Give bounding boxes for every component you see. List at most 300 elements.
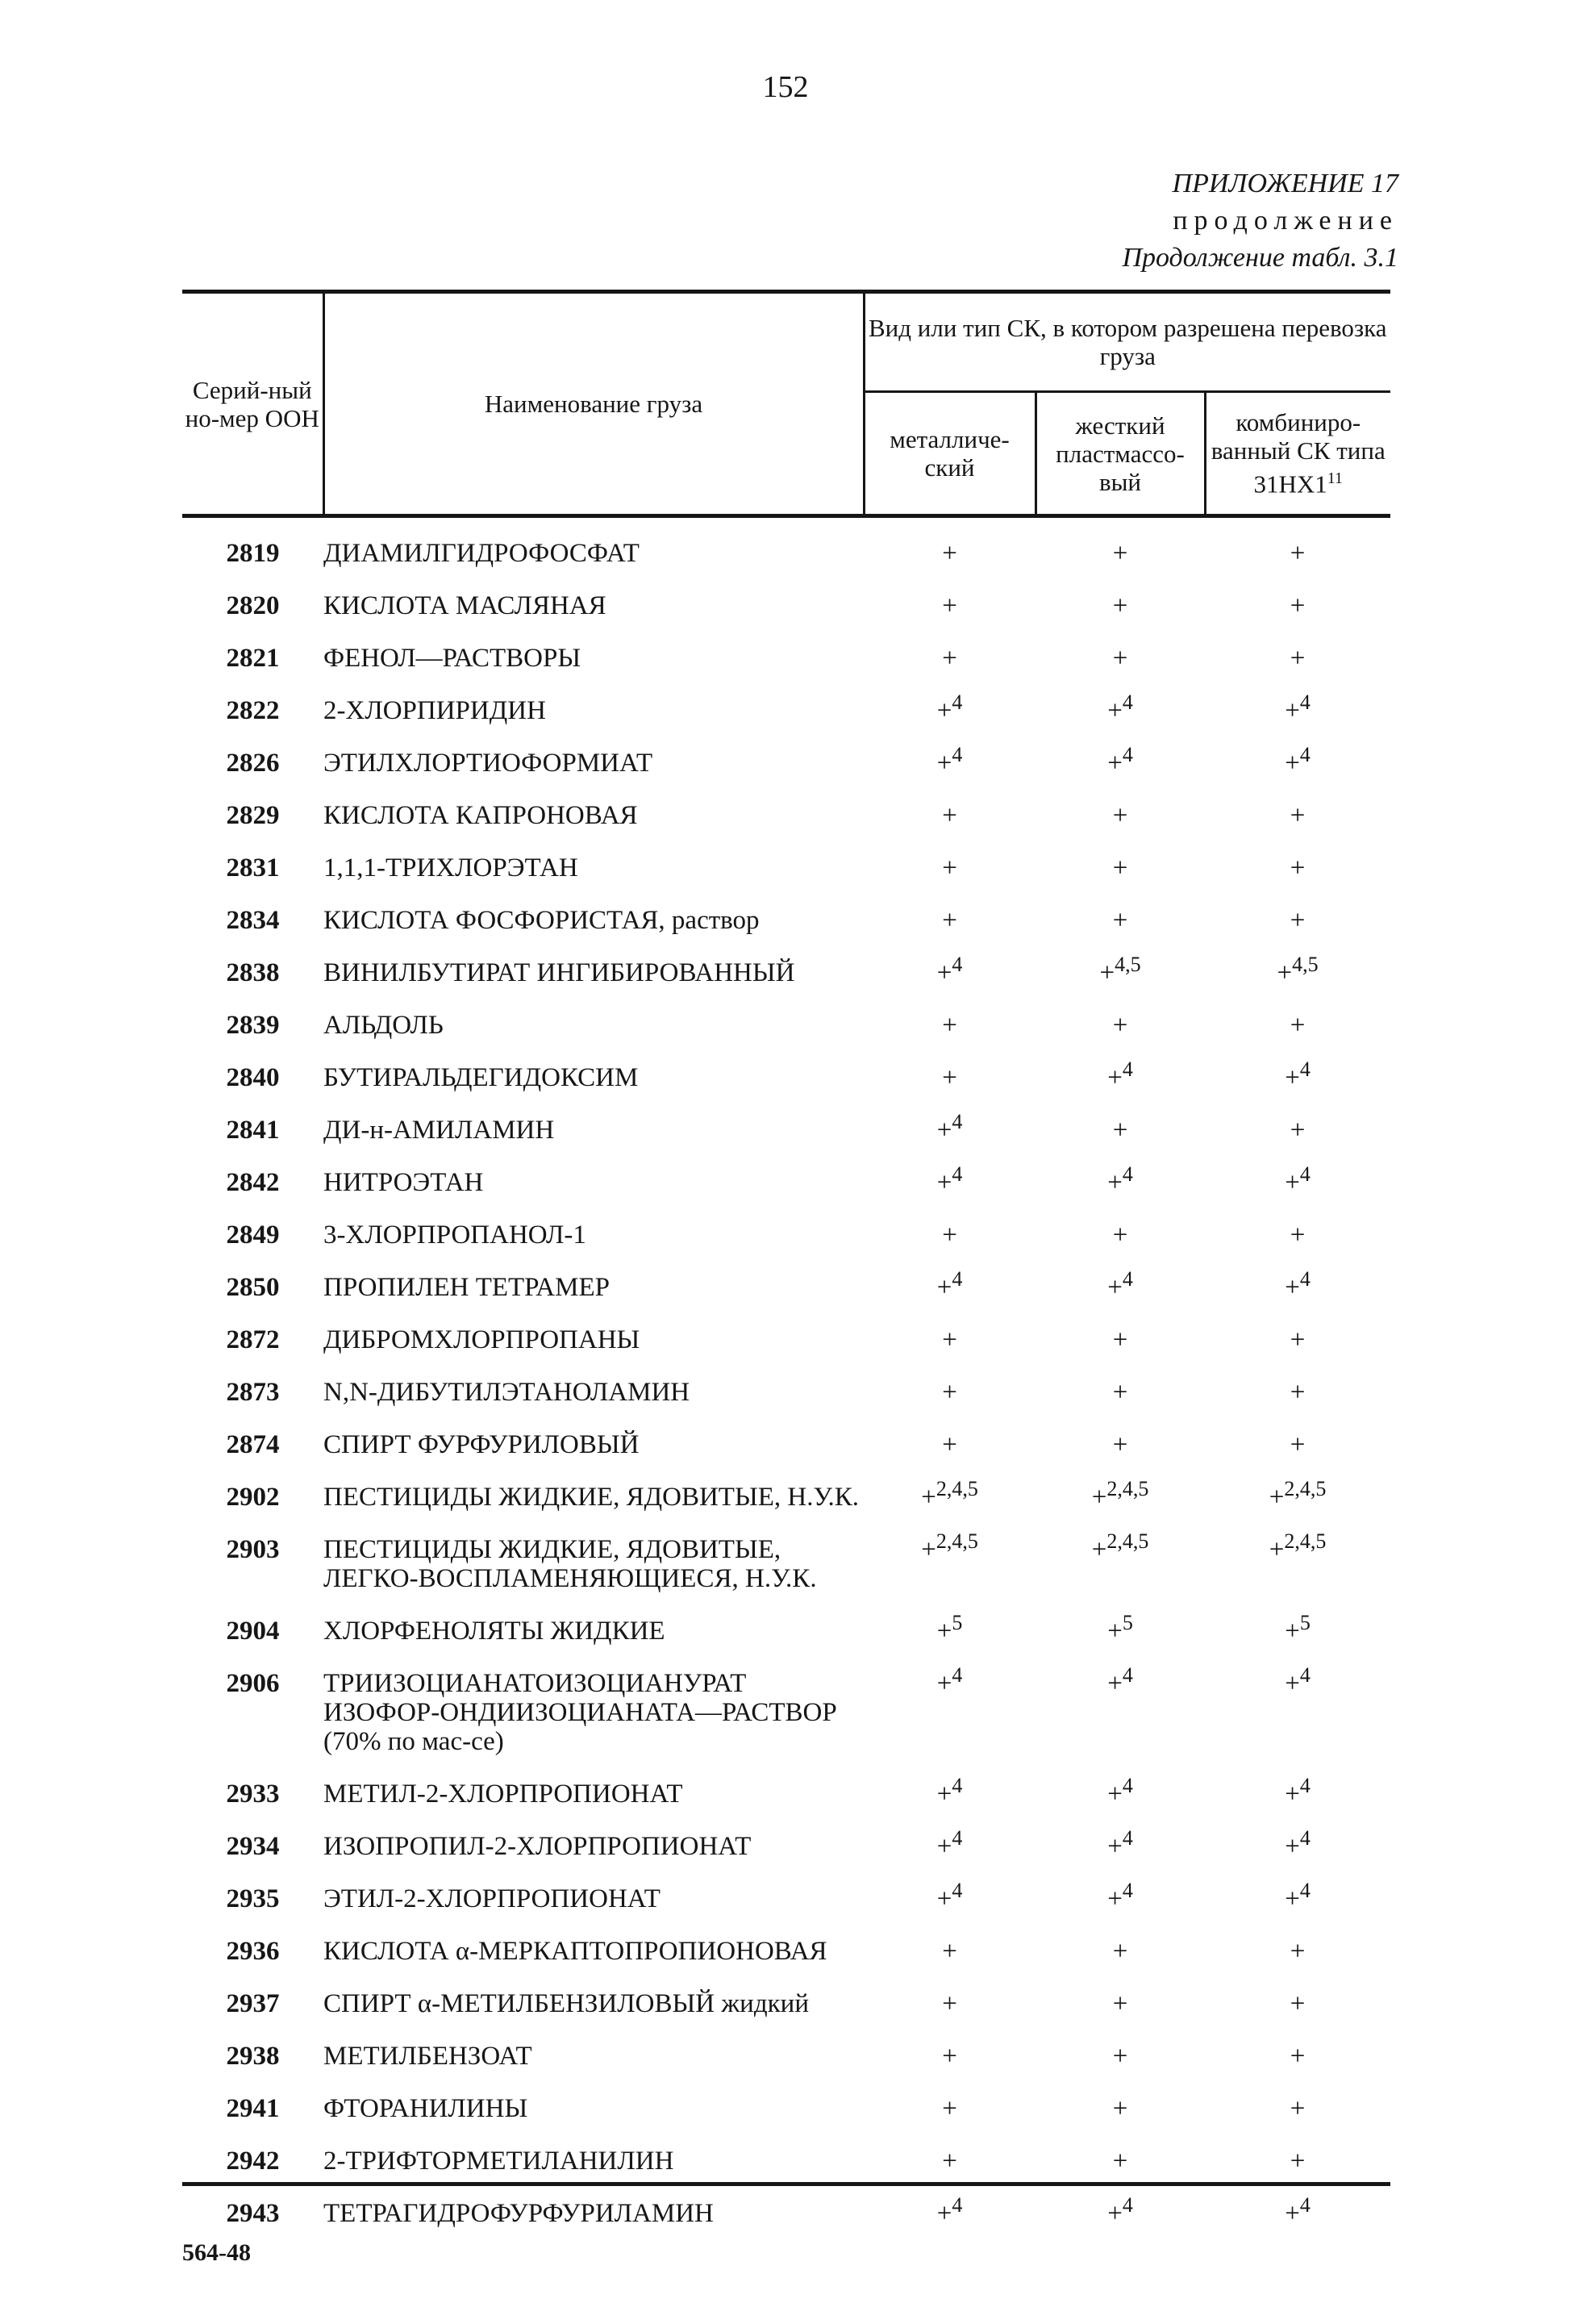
plastic-mark-note: 4 bbox=[1122, 1879, 1133, 1902]
plastic-mark bbox=[1036, 1821, 1205, 1874]
metal-mark-sign: + bbox=[942, 2042, 957, 2071]
metal-mark bbox=[864, 516, 1036, 582]
plastic-mark-sign: + bbox=[1112, 2147, 1128, 2176]
metal-mark bbox=[864, 1000, 1036, 1053]
plastic-mark bbox=[1036, 1210, 1205, 1262]
table-row bbox=[182, 895, 1390, 948]
metal-mark bbox=[864, 1262, 1036, 1315]
un-number: 2873 bbox=[226, 1378, 280, 1407]
metal-mark bbox=[864, 1606, 1036, 1659]
combined-mark bbox=[1205, 1979, 1390, 2031]
combined-mark-sign: + bbox=[1269, 1483, 1285, 1512]
combined-mark bbox=[1205, 738, 1390, 791]
combined-mark bbox=[1205, 1821, 1390, 1874]
metal-mark bbox=[864, 1210, 1036, 1262]
cargo-name: 2-ХЛОРПИРИДИН bbox=[323, 696, 546, 725]
plastic-mark-note: 4 bbox=[1122, 1663, 1133, 1687]
combined-mark bbox=[1205, 1769, 1390, 1821]
table-row bbox=[182, 1659, 1390, 1769]
un-number: 2937 bbox=[226, 1989, 280, 2018]
combined-mark-sign: + bbox=[1285, 1168, 1300, 1197]
combined-mark-sign: + bbox=[1285, 1669, 1300, 1698]
plastic-mark-sign: + bbox=[1112, 1378, 1128, 1407]
metal-mark-sign: + bbox=[936, 958, 952, 987]
table-row bbox=[182, 516, 1390, 582]
metal-mark-sign: + bbox=[942, 539, 957, 568]
plastic-mark-sign: + bbox=[1091, 1535, 1107, 1564]
combined-mark bbox=[1205, 581, 1390, 633]
metal-mark bbox=[864, 1367, 1036, 1420]
metal-mark-note: 4 bbox=[952, 1663, 963, 1687]
metal-mark-sign: + bbox=[942, 2147, 957, 2176]
metal-mark-sign: + bbox=[921, 1535, 936, 1564]
combined-mark-sign: + bbox=[1290, 1220, 1306, 1250]
plastic-mark bbox=[1036, 581, 1205, 633]
metal-mark bbox=[864, 2136, 1036, 2188]
combined-mark bbox=[1205, 1210, 1390, 1262]
table-row bbox=[182, 1821, 1390, 1874]
plastic-mark-sign: + bbox=[1107, 1273, 1123, 1302]
metal-mark bbox=[864, 633, 1036, 686]
metal-mark bbox=[864, 2031, 1036, 2084]
plastic-mark-sign: + bbox=[1107, 1669, 1123, 1698]
metal-mark-sign: + bbox=[942, 906, 957, 935]
metal-mark-sign: + bbox=[936, 1780, 952, 1809]
plastic-mark bbox=[1036, 843, 1205, 895]
plastic-mark-note: 5 bbox=[1122, 1611, 1133, 1634]
combined-mark bbox=[1205, 791, 1390, 843]
un-number: 2829 bbox=[226, 801, 280, 830]
metal-mark bbox=[864, 948, 1036, 1000]
metal-mark bbox=[864, 1472, 1036, 1525]
combined-mark-sign: + bbox=[1290, 2042, 1306, 2071]
metal-mark-sign: + bbox=[942, 1325, 957, 1354]
metal-mark-sign: + bbox=[921, 1483, 936, 1512]
plastic-mark bbox=[1036, 516, 1205, 582]
table-row bbox=[182, 1053, 1390, 1105]
table-row bbox=[182, 948, 1390, 1000]
header-metal: металличе-ский bbox=[864, 392, 1036, 516]
plastic-mark bbox=[1036, 686, 1205, 738]
plastic-mark-note: 4 bbox=[1122, 691, 1133, 714]
plastic-mark-sign: + bbox=[1112, 1989, 1128, 2018]
cargo-name: КИСЛОТА α-МЕРКАПТОПРОПИОНОВАЯ bbox=[323, 1937, 827, 1966]
un-number: 2820 bbox=[226, 591, 280, 620]
cargo-name: МЕТИЛБЕНЗОАТ bbox=[323, 2042, 532, 2071]
combined-mark bbox=[1205, 1472, 1390, 1525]
combined-mark bbox=[1205, 516, 1390, 582]
metal-mark bbox=[864, 738, 1036, 791]
plastic-mark bbox=[1036, 1525, 1205, 1606]
un-number: 2834 bbox=[226, 906, 280, 935]
header-combined-label: комбиниро-ванный СК типа 31НХ1 bbox=[1211, 408, 1386, 499]
table-end-rule bbox=[182, 2182, 1390, 2186]
un-number: 2933 bbox=[226, 1780, 280, 1809]
table-row bbox=[182, 2084, 1390, 2136]
un-number: 2842 bbox=[226, 1168, 280, 1197]
header-combined-footnote: 11 bbox=[1327, 469, 1344, 488]
metal-mark-note: 4 bbox=[952, 691, 963, 714]
plastic-mark bbox=[1036, 1769, 1205, 1821]
plastic-mark-sign: + bbox=[1112, 539, 1128, 568]
metal-mark bbox=[864, 791, 1036, 843]
un-number: 2943 bbox=[226, 2199, 280, 2228]
cargo-name: 1,1,1-ТРИХЛОРЭТАН bbox=[323, 853, 578, 882]
plastic-mark-note: 4 bbox=[1122, 2193, 1133, 2217]
metal-mark-sign: + bbox=[936, 1168, 952, 1197]
cargo-name: ДИ-н-АМИЛАМИН bbox=[323, 1116, 555, 1145]
plastic-mark-note: 4 bbox=[1122, 1774, 1133, 1797]
combined-mark-note: 4 bbox=[1299, 2193, 1311, 2217]
metal-mark-sign: + bbox=[936, 1116, 952, 1145]
combined-mark-note: 4 bbox=[1299, 691, 1311, 714]
header-plastic: жесткий пластмассо-вый bbox=[1036, 392, 1205, 516]
table-row bbox=[182, 1105, 1390, 1158]
metal-mark-note: 2,4,5 bbox=[936, 1477, 978, 1500]
combined-mark bbox=[1205, 686, 1390, 738]
un-number: 2904 bbox=[226, 1617, 280, 1646]
cargo-table bbox=[182, 290, 1390, 2241]
combined-mark-sign: + bbox=[1285, 696, 1300, 725]
metal-mark-sign: + bbox=[942, 591, 957, 620]
plastic-mark bbox=[1036, 1158, 1205, 1210]
plastic-mark bbox=[1036, 2031, 1205, 2084]
page-number: 152 bbox=[762, 70, 809, 104]
un-number: 2936 bbox=[226, 1937, 280, 1966]
combined-mark-note: 4 bbox=[1299, 1162, 1311, 1186]
cargo-name: ЭТИЛХЛОРТИОФОРМИАТ bbox=[323, 749, 653, 778]
plastic-mark-sign: + bbox=[1107, 1617, 1123, 1646]
metal-mark bbox=[864, 581, 1036, 633]
combined-mark-note: 4 bbox=[1299, 1774, 1311, 1797]
table-row bbox=[182, 791, 1390, 843]
plastic-mark-sign: + bbox=[1091, 1483, 1107, 1512]
combined-mark-note: 4 bbox=[1299, 1826, 1311, 1850]
appendix-heading bbox=[1122, 165, 1398, 277]
metal-mark-sign: + bbox=[942, 1063, 957, 1092]
metal-mark-sign: + bbox=[942, 1378, 957, 1407]
plastic-mark-sign: + bbox=[1112, 1011, 1128, 1040]
cargo-name: АЛЬДОЛЬ bbox=[323, 1011, 444, 1040]
cargo-name: ЭТИЛ-2-ХЛОРПРОПИОНАТ bbox=[323, 1884, 660, 1913]
metal-mark-sign: + bbox=[936, 1669, 952, 1698]
cargo-name: КИСЛОТА КАПРОНОВАЯ bbox=[323, 801, 638, 830]
cargo-name: ХЛОРФЕНОЛЯТЫ ЖИДКИЕ bbox=[323, 1617, 665, 1646]
metal-mark-sign: + bbox=[942, 1937, 957, 1966]
cargo-name: КИСЛОТА ФОСФОРИСТАЯ, раствор bbox=[323, 906, 760, 935]
combined-mark bbox=[1205, 1315, 1390, 1367]
combined-mark-note: 4 bbox=[1299, 1267, 1311, 1291]
table-row bbox=[182, 843, 1390, 895]
combined-mark-note: 4,5 bbox=[1292, 953, 1319, 976]
metal-mark-sign: + bbox=[942, 853, 957, 882]
cargo-name: ФЕНОЛ—РАСТВОРЫ bbox=[323, 644, 581, 673]
plastic-mark bbox=[1036, 1926, 1205, 1979]
table-row bbox=[182, 1420, 1390, 1472]
table-row bbox=[182, 1769, 1390, 1821]
table-body bbox=[182, 516, 1390, 2242]
metal-mark bbox=[864, 686, 1036, 738]
metal-mark bbox=[864, 1979, 1036, 2031]
print-code: 564-48 bbox=[182, 2239, 251, 2266]
un-number: 2849 bbox=[226, 1220, 280, 1250]
plastic-mark-sign: + bbox=[1112, 644, 1128, 673]
metal-mark bbox=[864, 1420, 1036, 1472]
combined-mark-sign: + bbox=[1285, 749, 1300, 778]
metal-mark-sign: + bbox=[936, 2199, 952, 2228]
metal-mark-note: 4 bbox=[952, 2193, 963, 2217]
combined-mark bbox=[1205, 2084, 1390, 2136]
cargo-name: КИСЛОТА МАСЛЯНАЯ bbox=[323, 591, 606, 620]
metal-mark bbox=[864, 1926, 1036, 1979]
cargo-name: БУТИРАЛЬДЕГИДОКСИМ bbox=[323, 1063, 639, 1092]
combined-mark bbox=[1205, 1053, 1390, 1105]
metal-mark bbox=[864, 895, 1036, 948]
metal-mark-sign: + bbox=[942, 2094, 957, 2123]
combined-mark bbox=[1205, 2188, 1390, 2241]
table-header bbox=[182, 292, 1390, 516]
plastic-mark-sign: + bbox=[1107, 749, 1123, 778]
metal-mark bbox=[864, 1769, 1036, 1821]
combined-mark-sign: + bbox=[1290, 591, 1306, 620]
un-number: 2838 bbox=[226, 958, 280, 987]
combined-mark bbox=[1205, 895, 1390, 948]
metal-mark-note: 4 bbox=[952, 1774, 963, 1797]
combined-mark bbox=[1205, 2031, 1390, 2084]
plastic-mark-note: 4 bbox=[1122, 1267, 1133, 1291]
table-row bbox=[182, 1606, 1390, 1659]
metal-mark bbox=[864, 1158, 1036, 1210]
cargo-name: ТРИИЗОЦИАНАТОИЗОЦИАНУРАТ ИЗОФОР-ОНДИИЗОЦИАНАТА—РАСТВОР (70% по мас-се) bbox=[323, 1669, 837, 1756]
combined-mark-sign: + bbox=[1290, 644, 1306, 673]
cargo-name: ИЗОПРОПИЛ-2-ХЛОРПРОПИОНАТ bbox=[323, 1832, 752, 1861]
metal-mark bbox=[864, 1821, 1036, 1874]
un-number: 2819 bbox=[226, 539, 280, 568]
cargo-name: МЕТИЛ-2-ХЛОРПРОПИОНАТ bbox=[323, 1780, 683, 1809]
un-number: 2872 bbox=[226, 1325, 280, 1354]
cargo-name: ВИНИЛБУТИРАТ ИНГИБИРОВАННЫЙ bbox=[323, 958, 795, 987]
combined-mark-note: 4 bbox=[1299, 1663, 1311, 1687]
cargo-name: СПИРТ α-МЕТИЛБЕНЗИЛОВЫЙ жидкий bbox=[323, 1989, 809, 2018]
metal-mark-note: 2,4,5 bbox=[936, 1529, 978, 1553]
table-row bbox=[182, 686, 1390, 738]
un-number: 2822 bbox=[226, 696, 280, 725]
plastic-mark-sign: + bbox=[1112, 1937, 1128, 1966]
plastic-mark-sign: + bbox=[1112, 2042, 1128, 2071]
combined-mark-note: 2,4,5 bbox=[1284, 1529, 1327, 1553]
plastic-mark-sign: + bbox=[1112, 853, 1128, 882]
metal-mark-sign: + bbox=[942, 1989, 957, 2018]
combined-mark bbox=[1205, 1367, 1390, 1420]
un-number: 2903 bbox=[226, 1535, 280, 1564]
plastic-mark-sign: + bbox=[1107, 1063, 1123, 1092]
combined-mark-note: 2,4,5 bbox=[1284, 1477, 1327, 1500]
table-row bbox=[182, 2188, 1390, 2241]
plastic-mark-sign: + bbox=[1112, 591, 1128, 620]
plastic-mark bbox=[1036, 2136, 1205, 2188]
plastic-mark bbox=[1036, 1053, 1205, 1105]
metal-mark bbox=[864, 1874, 1036, 1926]
combined-mark-sign: + bbox=[1290, 1937, 1306, 1966]
cargo-name: ДИБРОМХЛОРПРОПАНЫ bbox=[323, 1325, 640, 1354]
combined-mark bbox=[1205, 1606, 1390, 1659]
plastic-mark-note: 4 bbox=[1122, 1162, 1133, 1186]
plastic-mark bbox=[1036, 948, 1205, 1000]
combined-mark-sign: + bbox=[1290, 801, 1306, 830]
metal-mark-sign: + bbox=[936, 1884, 952, 1913]
combined-mark-sign: + bbox=[1290, 1430, 1306, 1459]
plastic-mark-note: 4 bbox=[1122, 1058, 1133, 1081]
plastic-mark-sign: + bbox=[1112, 1220, 1128, 1250]
plastic-mark-sign: + bbox=[1107, 1780, 1123, 1809]
plastic-mark bbox=[1036, 1874, 1205, 1926]
combined-mark bbox=[1205, 1659, 1390, 1769]
cargo-name: 2-ТРИФТОРМЕТИЛАНИЛИН bbox=[323, 2147, 674, 2176]
combined-mark bbox=[1205, 1262, 1390, 1315]
combined-mark bbox=[1205, 1525, 1390, 1606]
table-row bbox=[182, 1000, 1390, 1053]
combined-mark bbox=[1205, 1874, 1390, 1926]
plastic-mark-sign: + bbox=[1099, 958, 1115, 987]
metal-mark-sign: + bbox=[936, 1617, 952, 1646]
plastic-mark-sign: + bbox=[1112, 906, 1128, 935]
metal-mark-note: 4 bbox=[952, 1267, 963, 1291]
combined-mark-sign: + bbox=[1290, 906, 1306, 935]
combined-mark-sign: + bbox=[1285, 1273, 1300, 1302]
metal-mark bbox=[864, 1315, 1036, 1367]
table-reference: Продолжение табл. 3.1 bbox=[1122, 243, 1398, 273]
plastic-mark-sign: + bbox=[1112, 801, 1128, 830]
combined-mark-sign: + bbox=[1290, 853, 1306, 882]
cargo-name: 3-ХЛОРПРОПАНОЛ-1 bbox=[323, 1220, 586, 1250]
cargo-name: ФТОРАНИЛИНЫ bbox=[323, 2094, 528, 2123]
metal-mark-sign: + bbox=[942, 644, 957, 673]
combined-mark-sign: + bbox=[1285, 1832, 1300, 1861]
metal-mark-sign: + bbox=[942, 1220, 957, 1250]
combined-mark-sign: + bbox=[1290, 1011, 1306, 1040]
metal-mark bbox=[864, 1053, 1036, 1105]
combined-mark-note: 4 bbox=[1299, 743, 1311, 766]
appendix-title: ПРИЛОЖЕНИЕ 17 bbox=[1172, 169, 1398, 198]
metal-mark bbox=[864, 843, 1036, 895]
un-number: 2938 bbox=[226, 2042, 280, 2071]
cargo-name: ДИАМИЛГИДРОФОСФАТ bbox=[323, 539, 640, 568]
metal-mark bbox=[864, 2188, 1036, 2241]
un-number: 2934 bbox=[226, 1832, 280, 1861]
un-number: 2942 bbox=[226, 2147, 280, 2176]
combined-mark bbox=[1205, 1926, 1390, 1979]
metal-mark-note: 4 bbox=[952, 1162, 963, 1186]
metal-mark-sign: + bbox=[936, 749, 952, 778]
metal-mark-note: 4 bbox=[952, 1879, 963, 1902]
combined-mark-sign: + bbox=[1290, 539, 1306, 568]
plastic-mark-note: 4 bbox=[1122, 1826, 1133, 1850]
combined-mark-sign: + bbox=[1290, 1325, 1306, 1354]
combined-mark-sign: + bbox=[1285, 1780, 1300, 1809]
combined-mark-sign: + bbox=[1290, 2147, 1306, 2176]
plastic-mark bbox=[1036, 1659, 1205, 1769]
un-number: 2906 bbox=[226, 1669, 280, 1698]
combined-mark-sign: + bbox=[1285, 2199, 1300, 2228]
table-row bbox=[182, 1315, 1390, 1367]
combined-mark-sign: + bbox=[1290, 1378, 1306, 1407]
un-number: 2935 bbox=[226, 1884, 280, 1913]
plastic-mark-sign: + bbox=[1107, 1832, 1123, 1861]
plastic-mark-sign: + bbox=[1107, 2199, 1123, 2228]
combined-mark-sign: + bbox=[1285, 1884, 1300, 1913]
plastic-mark bbox=[1036, 895, 1205, 948]
plastic-mark-note: 2,4,5 bbox=[1106, 1477, 1149, 1500]
table-row bbox=[182, 2136, 1390, 2188]
un-number: 2874 bbox=[226, 1430, 280, 1459]
table-row bbox=[182, 2031, 1390, 2084]
table-row bbox=[182, 1525, 1390, 1606]
combined-mark bbox=[1205, 1000, 1390, 1053]
cargo-name: ТЕТРАГИДРОФУРФУРИЛАМИН bbox=[323, 2199, 714, 2228]
metal-mark-note: 4 bbox=[952, 953, 963, 976]
combined-mark bbox=[1205, 1158, 1390, 1210]
metal-mark-sign: + bbox=[942, 801, 957, 830]
table-row bbox=[182, 1979, 1390, 2031]
plastic-mark bbox=[1036, 1000, 1205, 1053]
table-row bbox=[182, 1874, 1390, 1926]
header-container-type: Вид или тип СК, в котором разрешена перевозка груза bbox=[864, 292, 1390, 392]
combined-mark-note: 4 bbox=[1299, 1058, 1311, 1081]
plastic-mark-sign: + bbox=[1112, 1325, 1128, 1354]
cargo-name: N,N-ДИБУТИЛЭТАНОЛАМИН bbox=[323, 1378, 690, 1407]
un-number: 2839 bbox=[226, 1011, 280, 1040]
combined-mark-note: 5 bbox=[1299, 1611, 1311, 1634]
plastic-mark-sign: + bbox=[1112, 2094, 1128, 2123]
cargo-name: ПЕСТИЦИДЫ ЖИДКИЕ, ЯДОВИТЫЕ, ЛЕГКО-ВОСПЛАМЕНЯЮЩИЕСЯ, Н.У.К. bbox=[323, 1535, 817, 1593]
metal-mark bbox=[864, 1525, 1036, 1606]
combined-mark bbox=[1205, 1105, 1390, 1158]
un-number: 2941 bbox=[226, 2094, 280, 2123]
plastic-mark bbox=[1036, 1105, 1205, 1158]
metal-mark-sign: + bbox=[942, 1011, 957, 1040]
un-number: 2831 bbox=[226, 853, 280, 882]
combined-mark-sign: + bbox=[1290, 1989, 1306, 2018]
header-combined bbox=[1205, 392, 1390, 516]
un-number: 2840 bbox=[226, 1063, 280, 1092]
combined-mark-sign: + bbox=[1269, 1535, 1285, 1564]
table-row bbox=[182, 1926, 1390, 1979]
plastic-mark bbox=[1036, 1472, 1205, 1525]
metal-mark bbox=[864, 1105, 1036, 1158]
combined-mark-note: 4 bbox=[1299, 1879, 1311, 1902]
metal-mark-note: 4 bbox=[952, 1826, 963, 1850]
plastic-mark bbox=[1036, 1315, 1205, 1367]
plastic-mark bbox=[1036, 1606, 1205, 1659]
combined-mark bbox=[1205, 948, 1390, 1000]
plastic-mark-sign: + bbox=[1107, 1884, 1123, 1913]
table-row bbox=[182, 1472, 1390, 1525]
appendix-continued: продолжение bbox=[1173, 206, 1398, 236]
metal-mark-sign: + bbox=[936, 696, 952, 725]
plastic-mark bbox=[1036, 2084, 1205, 2136]
combined-mark bbox=[1205, 2136, 1390, 2188]
combined-mark-sign: + bbox=[1285, 1063, 1300, 1092]
combined-mark-sign: + bbox=[1290, 1116, 1306, 1145]
plastic-mark bbox=[1036, 2188, 1205, 2241]
un-number: 2826 bbox=[226, 749, 280, 778]
plastic-mark-note: 2,4,5 bbox=[1106, 1529, 1149, 1553]
table-row bbox=[182, 1210, 1390, 1262]
un-number: 2850 bbox=[226, 1273, 280, 1302]
metal-mark-sign: + bbox=[936, 1273, 952, 1302]
table-row bbox=[182, 1367, 1390, 1420]
metal-mark bbox=[864, 1659, 1036, 1769]
